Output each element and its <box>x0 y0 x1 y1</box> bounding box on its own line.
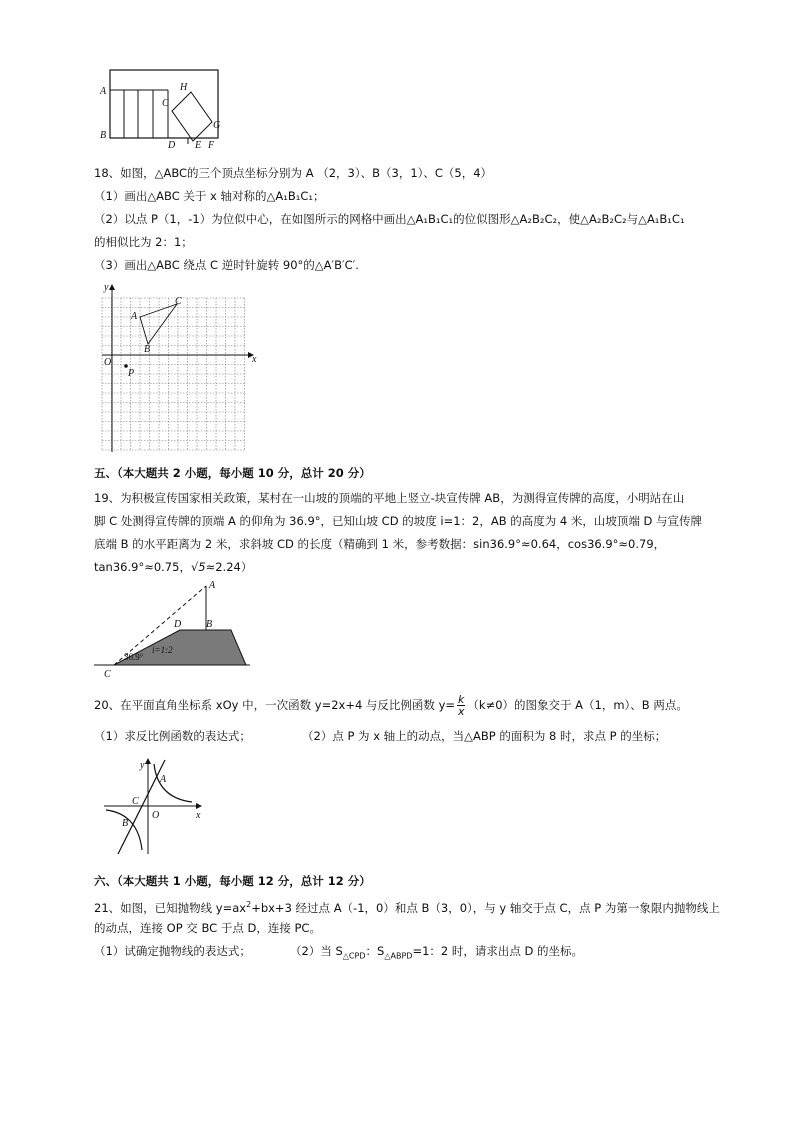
section-six-heading: 六、（本大题共 1 小题，每小题 12 分，总计 12 分） <box>94 874 371 888</box>
grid-O-label: O <box>104 357 112 368</box>
q20-y-label: y <box>140 760 145 771</box>
q18-stem: 18、如图，△ABC的三个顶点坐标分别为 A （2，3）、B（3，1）、C（5，4） <box>94 166 493 180</box>
grid-A-label: A <box>131 311 138 322</box>
q19-label-C: C <box>104 669 111 680</box>
k-over-x-fraction: $\frac{k}{x}$ <box>457 693 465 718</box>
q19-line3: 底端 B 的水平距离为 2 米，求斜坡 CD 的长度（精确到 1 米，参考数据：sin36.9°≈0.64，cos36.9°≈0.79， <box>94 537 666 551</box>
label-B: B <box>100 130 107 141</box>
grid-y-label: y <box>104 282 109 293</box>
q19-label-A: A <box>209 580 216 591</box>
label-F: F <box>208 140 215 151</box>
label-H: H <box>180 82 188 93</box>
q19-slope-label: i=1:2 <box>152 645 173 655</box>
q19-line4: tan36.9°≈0.75，√5≈2.24） <box>94 560 253 574</box>
q19-angle-label: 36.9° <box>124 652 144 662</box>
fig17-rectangles <box>96 64 228 154</box>
q21-part1: （1）试确定抛物线的表达式； <box>94 944 251 958</box>
q19-label-D: D <box>174 619 182 630</box>
q20-line1: 20、在平面直角坐标系 xOy 中，一次函数 y=2x+4 与反比例函数 y= $\frac{k}{x}$ （k≠0）的图象交于 A（1，m）、B 两点。 <box>94 693 688 718</box>
label-E: E <box>195 140 202 151</box>
grid-C-label: C <box>175 296 182 307</box>
label-C: C <box>162 98 169 109</box>
q20-A-label: A <box>160 774 167 785</box>
q20-function-graph <box>100 756 210 856</box>
label-G: G <box>213 120 221 131</box>
q18-part3: （3）画出△ABC 绕点 C 逆时针旋转 90°的△A′B′C′. <box>94 258 359 272</box>
q21-line1: 21、如图，已知抛物线 $y=ax^2+bx+3$ 经过点 A（-1，0）和点 B（3，0），与 y 轴交于点 C，点 P 为第一象限内抛物线上 <box>94 900 720 915</box>
q18-part2-cont: 的相似比为 2：1； <box>94 235 193 249</box>
q18-part2: （2）以点 P（1，-1）为位似中心，在如图所示的网格中画出△A₁B₁C₁的位似图形△A₂B₂C₂，使△A₂B₂C₂与△A₁B₁C₁ <box>94 212 685 226</box>
q19-line1: 19、为积极宣传国家相关政策，某村在一山坡的顶端的平地上竖立-块宣传牌 AB，为测得宣传牌的高度，小明站在山 <box>94 491 685 505</box>
q20-B-label: B <box>122 818 129 829</box>
q20-x-label: x <box>196 810 201 821</box>
q18-part1: （1）画出△ABC 关于 x 轴对称的△A₁B₁C₁； <box>94 189 325 203</box>
q20-O-label: O <box>152 810 160 821</box>
grid-P-label: P <box>128 368 135 379</box>
q21-part2: （2）当 $S_{\triangle CPD}$：$S_{\triangle ABPD}=1$：2 时，请求出点 D 的坐标。 <box>290 944 584 961</box>
q19-line2: 脚 C 处测得宣传牌的顶端 A 的仰角为 36.9°，已知山坡 CD 的坡度 i=1：2，AB 的高度为 4 米，山坡顶端 D 与宣传牌 <box>94 514 703 528</box>
label-A: A <box>100 86 107 97</box>
q20-part2: （2）点 P 为 x 轴上的动点，当△ABP 的面积为 8 时，求点 P 的坐标； <box>302 729 667 743</box>
q18-coordinate-grid <box>96 282 260 454</box>
label-D: D <box>168 140 176 151</box>
q20-C-label: C <box>132 796 139 807</box>
q20-part1: （1）求反比例函数的表达式； <box>94 729 251 743</box>
grid-x-label: x <box>252 354 257 365</box>
section-five-heading: 五、（本大题共 2 小题，每小题 10 分，总计 20 分） <box>94 466 371 480</box>
q19-slope-figure <box>94 578 264 682</box>
grid-B-label: B <box>144 344 151 355</box>
q21-line2: 的动点，连接 OP 交 BC 于点 D，连接 PC。 <box>94 921 321 935</box>
sqrt5: √5 <box>190 560 206 574</box>
q19-label-B: B <box>206 619 213 630</box>
